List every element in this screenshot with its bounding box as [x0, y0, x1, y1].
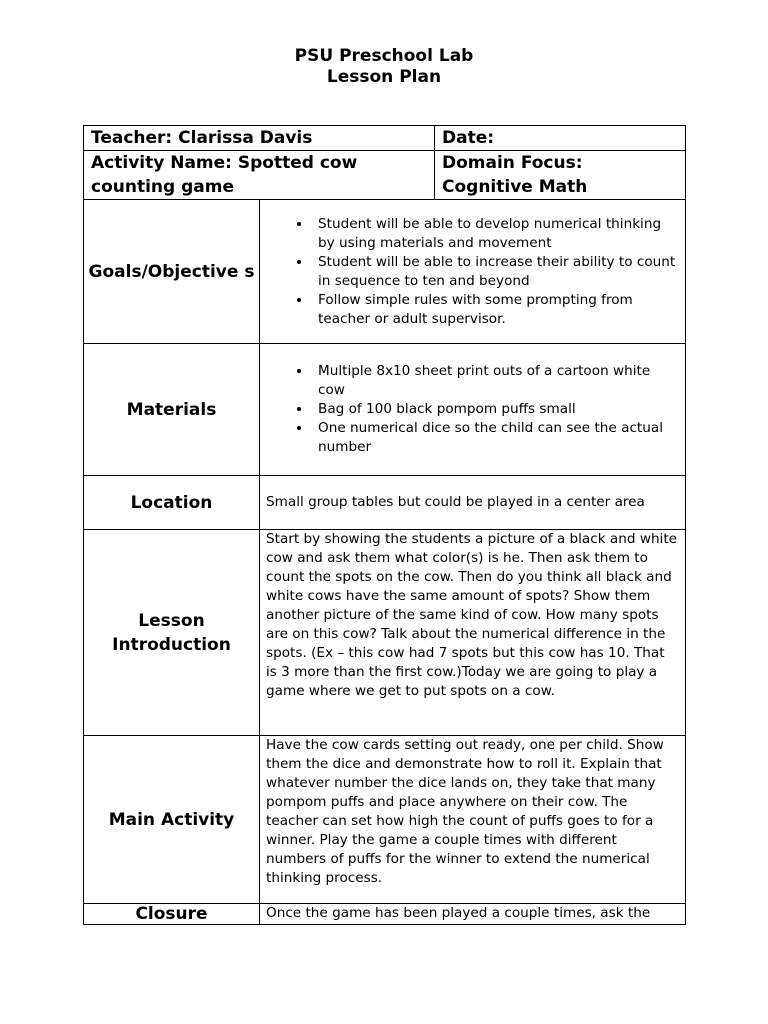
main-activity-row [84, 736, 686, 904]
closure-content: Once the game has been played a couple times, ask the [260, 904, 686, 925]
list-item: • Multiple 8x10 sheet print outs of a cartoon white cow [312, 362, 679, 400]
materials-label: Materials [84, 344, 260, 476]
location-content: Small group tables but could be played in a center area [260, 476, 686, 530]
introduction-label: Lesson Introduction [84, 530, 260, 736]
introduction-row [84, 530, 686, 736]
goals-list [266, 215, 679, 329]
materials-list [266, 362, 679, 457]
location-row [84, 476, 686, 530]
domain-focus-cell: Domain Focus: Cognitive Math [435, 151, 686, 200]
closure-row [84, 904, 686, 925]
introduction-content: Start by showing the students a picture of a black and white cow and ask them what color(s) is he. Then ask them to count the spots on the cow. Then do you think all black and white cows have the same amount of spots? Show them another picture of the same kind of cow. How many spots are on this cow? Talk about the numerical difference in the spots. (Ex – this cow had 7 spots but this cow has 10. That is 3 more than the first cow.)Today we are going to play a game where we get to put spots on a cow. [260, 530, 686, 736]
activity-name-cell: Activity Name: Spotted cow counting game [84, 151, 435, 200]
goals-content [260, 200, 686, 344]
list-item: • One numerical dice so the child can see the actual number [312, 419, 679, 457]
main-activity-content: Have the cow cards setting out ready, one per child. Show them the dice and demonstrate how to roll it. Explain that whatever number the dice lands on, they take that many pompom puffs and place anywhere on their cow. The teacher can set how high the count of puffs goes to for a winner. Play the game a couple times with different numbers of puffs for the winner to extend the numerical thinking process. [260, 736, 686, 904]
materials-row [84, 344, 686, 476]
main-activity-label: Main Activity [84, 736, 260, 904]
teacher-cell: Teacher: Clarissa Davis [84, 126, 435, 151]
closure-label: Closure [84, 904, 260, 925]
list-item: • Follow simple rules with some prompting from teacher or adult supervisor. [312, 291, 679, 329]
document-title [0, 46, 768, 88]
date-cell: Date: [435, 126, 686, 151]
activity-row [84, 151, 686, 200]
goals-label: Goals/Objective s [84, 200, 260, 344]
lesson-plan-table [83, 125, 686, 925]
materials-content [260, 344, 686, 476]
title-line-1: PSU Preschool Lab [294, 46, 474, 66]
goals-row [84, 200, 686, 344]
location-label: Location [84, 476, 260, 530]
list-item: • Student will be able to develop numerical thinking by using materials and movement [312, 215, 679, 253]
list-item: • Bag of 100 black pompom puffs small [312, 400, 679, 419]
teacher-row [84, 126, 686, 151]
title-line-2: Lesson Plan [326, 67, 442, 87]
list-item: • Student will be able to increase their ability to count in sequence to ten and beyond [312, 253, 679, 291]
